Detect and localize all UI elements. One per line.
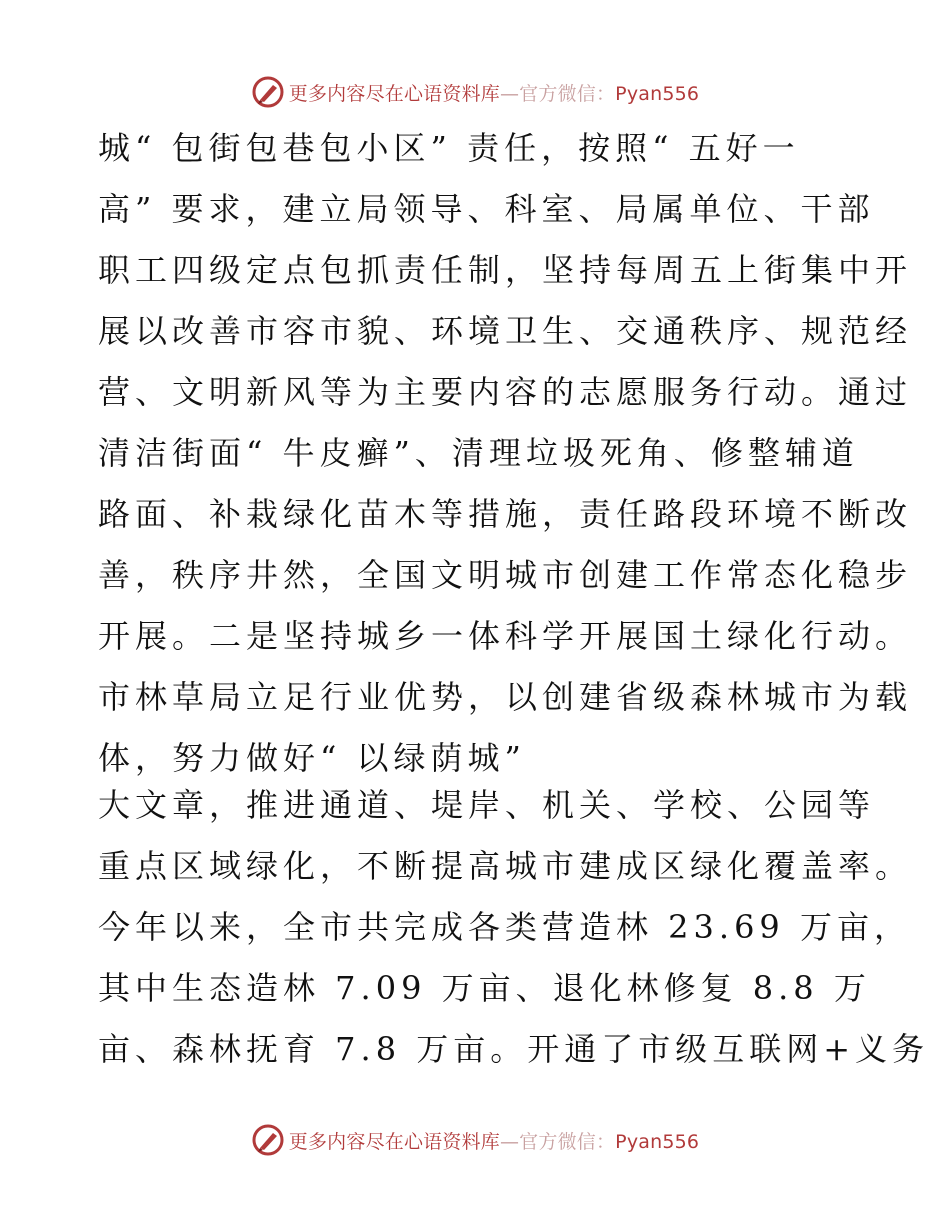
footer-watermark [0,1120,950,1160]
header-watermark [0,72,950,112]
text-line: 重点区域绿化，不断提高城市建成区绿化覆盖率。 [98,847,913,885]
text-line: 亩、森林抚育 7.8 万亩。开通了市级互联网+义务 [98,1030,930,1068]
text-line: 职工四级定点包抓责任制，坚持每周五上街集中开 [98,251,913,289]
text-line: 路面、补栽绿化苗木等措施，责任路段环境不断改 [98,495,913,533]
text-line: 清洁街面“ 牛皮癣”、清理垃圾死角、修整辅道 [98,434,859,472]
watermark-text: 更多内容尽在心语资料库—官方微信：Pyan556 [288,82,700,105]
pen-logo-icon [251,75,285,109]
watermark-text: 更多内容尽在心语资料库—官方微信：Pyan556 [288,1130,700,1153]
text-line: 其中生态造林 7.09 万亩、退化林修复 8.8 万 [98,969,871,1007]
text-line: 开展。二是坚持城乡一体科学开展国土绿化行动。 [98,617,913,655]
text-line: 今年以来，全市共完成各类营造林 23.69 万亩， [98,908,911,946]
text-line: 体，努力做好“ 以绿荫城” [98,739,526,777]
text-line: 大文章，推进通道、堤岸、机关、学校、公园等 [98,786,876,824]
text-line: 高” 要求，建立局领导、科室、局属单位、干部 [98,190,875,228]
body-paragraph-2 [98,775,930,1080]
text-line: 市林草局立足行业优势，以创建省级森林城市为载 [98,678,913,716]
text-line: 展以改善市容市貌、环境卫生、交通秩序、规范经 [98,312,913,350]
text-line: 善，秩序井然，全国文明城市创建工作常态化稳步 [98,556,913,594]
text-line: 营、文明新风等为主要内容的志愿服务行动。通过 [98,373,913,411]
text-line: 城“ 包街包巷包小区” 责任，按照“ 五好一 [98,129,800,167]
body-paragraph-1 [98,118,913,789]
pen-logo-icon [251,1123,285,1157]
